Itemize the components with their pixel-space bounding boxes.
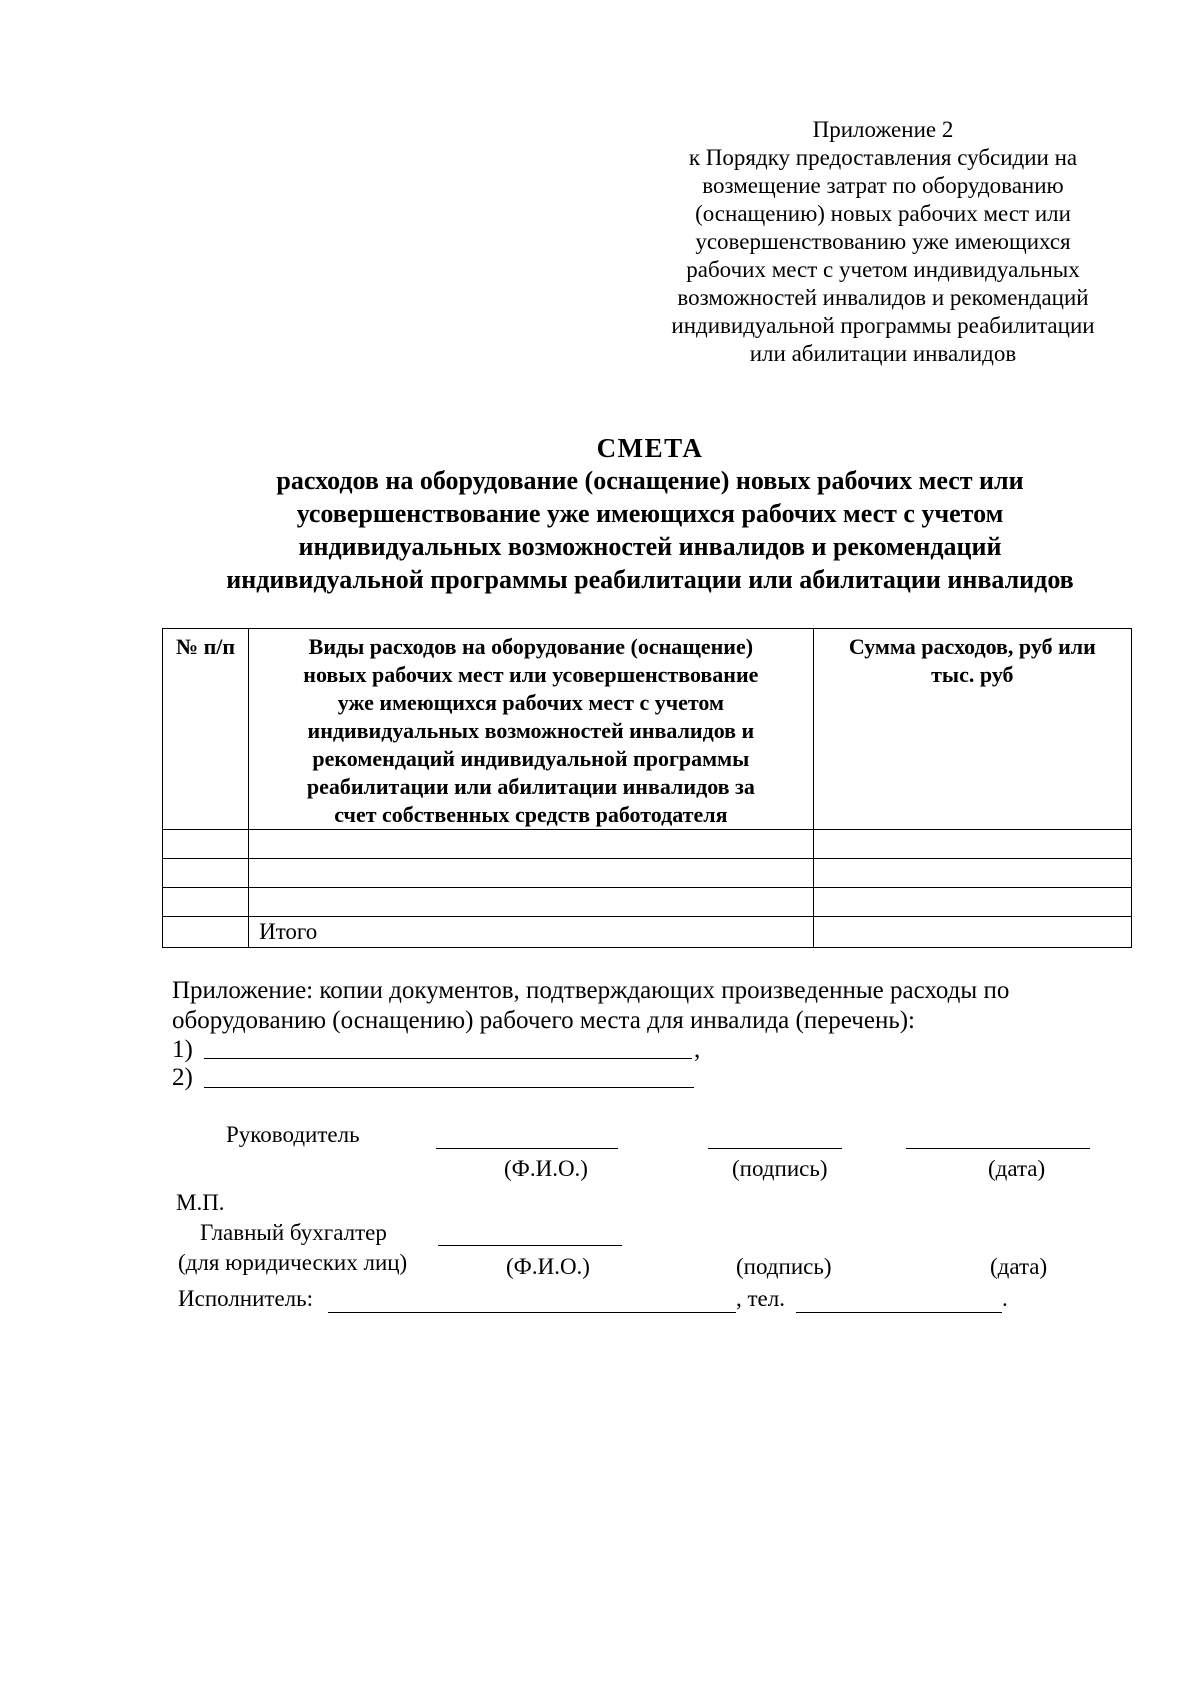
appendix-line: Приложение 2 [812,117,954,142]
table-row [163,830,1132,859]
table-cell[interactable] [249,859,814,888]
document-title [150,432,1150,596]
executor-name-field[interactable] [328,1312,736,1313]
head-label: Руководитель [226,1122,360,1147]
table-cell[interactable] [813,859,1131,888]
attachment-item-1-number: 1) [172,1036,193,1063]
head-fio-caption: (Ф.И.О.) [504,1156,588,1181]
accountant-date-caption: (дата) [990,1254,1048,1279]
attachment-item-1-comma: , [694,1036,701,1063]
table-row [163,888,1132,917]
accountant-signature-caption: (подпись) [736,1254,832,1279]
appendix-line: рабочих мест с учетом индивидуальных [686,257,1080,282]
header-line: Виды расходов на оборудование (оснащение) [308,634,754,659]
head-date-field[interactable] [906,1148,1090,1149]
expense-table [162,628,1132,948]
title-line: расходов на оборудование (оснащение) новых рабочих мест или [276,466,1024,495]
attachment-item-1-field[interactable] [204,1058,692,1059]
header-line: новых рабочих мест или усовершенствование [303,662,759,687]
attachment-item-2-field[interactable] [204,1087,694,1088]
table-cell[interactable] [163,830,249,859]
header-line: Сумма расходов, руб или [848,634,1096,659]
accountant-note: (для юридических лиц) [178,1250,408,1275]
table-cell[interactable] [163,917,249,948]
table-cell[interactable] [163,888,249,917]
appendix-line: возможностей инвалидов и рекомендаций [677,285,1089,310]
head-signature-caption: (подпись) [732,1156,828,1181]
table-total-row [163,917,1132,948]
attachment-text-line: оборудованию (оснащению) рабочего места для инвалида (перечень): [172,1007,916,1034]
header-line: тыс. руб [931,662,1014,687]
attachment-section [172,976,1172,1036]
accountant-fio-field[interactable] [438,1245,622,1246]
accountant-label: Главный бухгалтер [200,1220,387,1245]
title-heading: СМЕТА [596,433,704,463]
stamp-label: М.П. [176,1190,225,1215]
head-date-caption: (дата) [988,1156,1046,1181]
column-header-amount [813,629,1131,830]
phone-field[interactable] [796,1312,1002,1313]
table-cell[interactable] [249,830,814,859]
title-line: индивидуальной программы реабилитации или абилитации инвалидов [226,565,1074,594]
appendix-line: к Порядку предоставления субсидии на [688,145,1078,170]
phone-label: , тел. [736,1286,785,1311]
total-amount-cell[interactable] [813,917,1131,948]
executor-label: Исполнитель: [178,1286,314,1311]
table-cell[interactable] [163,859,249,888]
accountant-fio-caption: (Ф.И.О.) [506,1254,590,1279]
title-line: индивидуальных возможностей инвалидов и рекомендаций [298,532,1002,561]
total-label: Итого [249,917,814,948]
title-line: усовершенствование уже имеющихся рабочих мест с учетом [296,499,1004,528]
end-dot: . [1002,1286,1008,1311]
header-line: уже имеющихся рабочих мест с учетом [337,690,724,715]
table-cell[interactable] [249,888,814,917]
attachment-text-line: Приложение: копии документов, подтверждающих произведенные расходы по [172,977,1010,1004]
appendix-line: индивидуальной программы реабилитации [671,313,1095,338]
header-line: индивидуальных возможностей инвалидов и [307,718,755,743]
appendix-line: (оснащению) новых рабочих мест или [695,201,1071,226]
table-row [163,859,1132,888]
attachment-item-2-number: 2) [172,1064,193,1091]
header-line: рекомендаций индивидуальной программы [312,746,750,771]
header-line: счет собственных средств работодателя [334,802,728,827]
head-signature-field[interactable] [708,1148,842,1149]
appendix-header [648,116,1118,368]
table-cell[interactable] [813,830,1131,859]
appendix-line: усовершенствованию уже имеющихся [695,229,1071,254]
appendix-line: возмещение затрат по оборудованию [702,173,1064,198]
column-header-expense-type [249,629,814,830]
table-header-row [163,629,1132,830]
head-fio-field[interactable] [436,1148,618,1149]
column-header-number: № п/п [163,629,249,830]
table-cell[interactable] [813,888,1131,917]
header-line: реабилитации или абилитации инвалидов за [306,774,755,799]
appendix-line: или абилитации инвалидов [749,341,1017,366]
